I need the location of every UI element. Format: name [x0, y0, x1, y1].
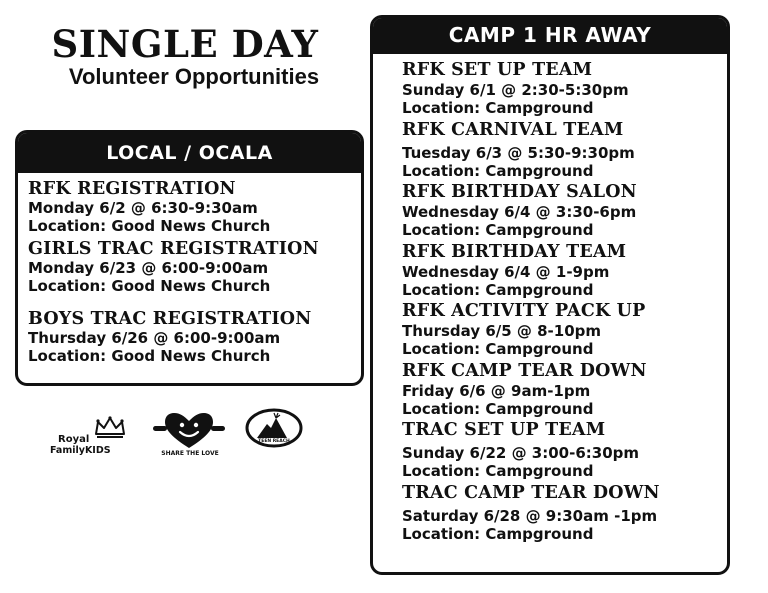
- event-name: RFK REGISTRATION: [28, 179, 236, 199]
- camp-event: [402, 361, 727, 418]
- event-location: Location: Campground: [402, 462, 594, 480]
- event-location: Location: Campground: [402, 399, 594, 418]
- event-date: Thursday 6/26 @ 6:00-9:00am: [28, 329, 281, 347]
- event-location: Location: Campground: [402, 340, 594, 358]
- local-event: [28, 239, 361, 295]
- camp-event: [402, 301, 727, 358]
- event-name: GIRLS TRAC REGISTRATION: [28, 239, 319, 259]
- event-name: RFK ACTIVITY PACK UP: [402, 301, 646, 321]
- event-date: Tuesday 6/3 @ 5:30-9:30pm: [402, 143, 635, 162]
- event-date: Monday 6/23 @ 6:00-9:00am: [28, 259, 269, 277]
- event-date: Wednesday 6/4 @ 1-9pm: [402, 262, 610, 281]
- event-date: Friday 6/6 @ 9am-1pm: [402, 381, 591, 400]
- teen-reach-caption: TEEN REACH: [258, 439, 290, 444]
- local-event: [28, 309, 361, 365]
- teen-reach-logo: [245, 408, 303, 452]
- camp-event: [402, 182, 727, 239]
- page-subtitle: Volunteer Opportunities: [68, 64, 320, 89]
- heart-smile-icon: [153, 412, 225, 450]
- rfk-logo-line1: Royal: [58, 434, 90, 445]
- camp-event: [402, 483, 727, 543]
- local-panel-heading: LOCAL / OCALA: [18, 133, 361, 173]
- event-location: Location: Good News Church: [28, 277, 271, 295]
- sponsor-logos: [50, 408, 320, 463]
- event-location: Location: Campground: [402, 161, 594, 180]
- camp-event: [402, 120, 727, 180]
- event-name: BOYS TRAC REGISTRATION: [28, 309, 312, 329]
- crown-icon: [94, 416, 126, 438]
- event-date: Thursday 6/5 @ 8-10pm: [402, 322, 602, 340]
- event-name: TRAC CAMP TEAR DOWN: [402, 482, 660, 503]
- camp-event: [402, 242, 727, 299]
- event-location: Location: Campground: [402, 280, 594, 299]
- event-name: RFK CAMP TEAR DOWN: [402, 360, 647, 381]
- event-date: Sunday 6/22 @ 3:00-6:30pm: [402, 444, 640, 462]
- page-title: SINGLE DAY: [51, 22, 319, 66]
- camp-event-list: [373, 54, 727, 543]
- camp-event: [402, 420, 727, 480]
- event-date: Sunday 6/1 @ 2:30-5:30pm: [402, 81, 629, 99]
- event-location: Location: Campground: [402, 524, 594, 543]
- camp-panel-heading: CAMP 1 HR AWAY: [373, 18, 727, 54]
- event-name: RFK CARNIVAL TEAM: [402, 119, 624, 140]
- event-date: Monday 6/2 @ 6:30-9:30am: [28, 199, 258, 217]
- camp-panel: [370, 15, 730, 575]
- event-location: Location: Campground: [402, 99, 594, 117]
- share-logo-caption: SHARE THE LOVE: [161, 450, 219, 457]
- event-location: Location: Good News Church: [28, 217, 271, 235]
- camp-event: [402, 60, 727, 117]
- local-event-list: [18, 173, 361, 365]
- event-name: TRAC SET UP TEAM: [402, 420, 606, 440]
- royal-family-kids-logo: [50, 416, 130, 458]
- event-date: Wednesday 6/4 @ 3:30-6pm: [402, 203, 637, 221]
- event-name: RFK BIRTHDAY SALON: [402, 182, 637, 202]
- local-panel: [15, 130, 364, 386]
- event-location: Location: Campground: [402, 221, 594, 239]
- local-event: [28, 179, 361, 235]
- event-name: RFK SET UP TEAM: [402, 60, 593, 80]
- event-location: Location: Good News Church: [28, 347, 271, 365]
- share-the-love-logo: [153, 412, 223, 462]
- rfk-logo-line2: FamilyKIDS: [50, 445, 111, 456]
- event-name: RFK BIRTHDAY TEAM: [402, 241, 627, 262]
- event-date: Saturday 6/28 @ 9:30am -1pm: [402, 506, 658, 525]
